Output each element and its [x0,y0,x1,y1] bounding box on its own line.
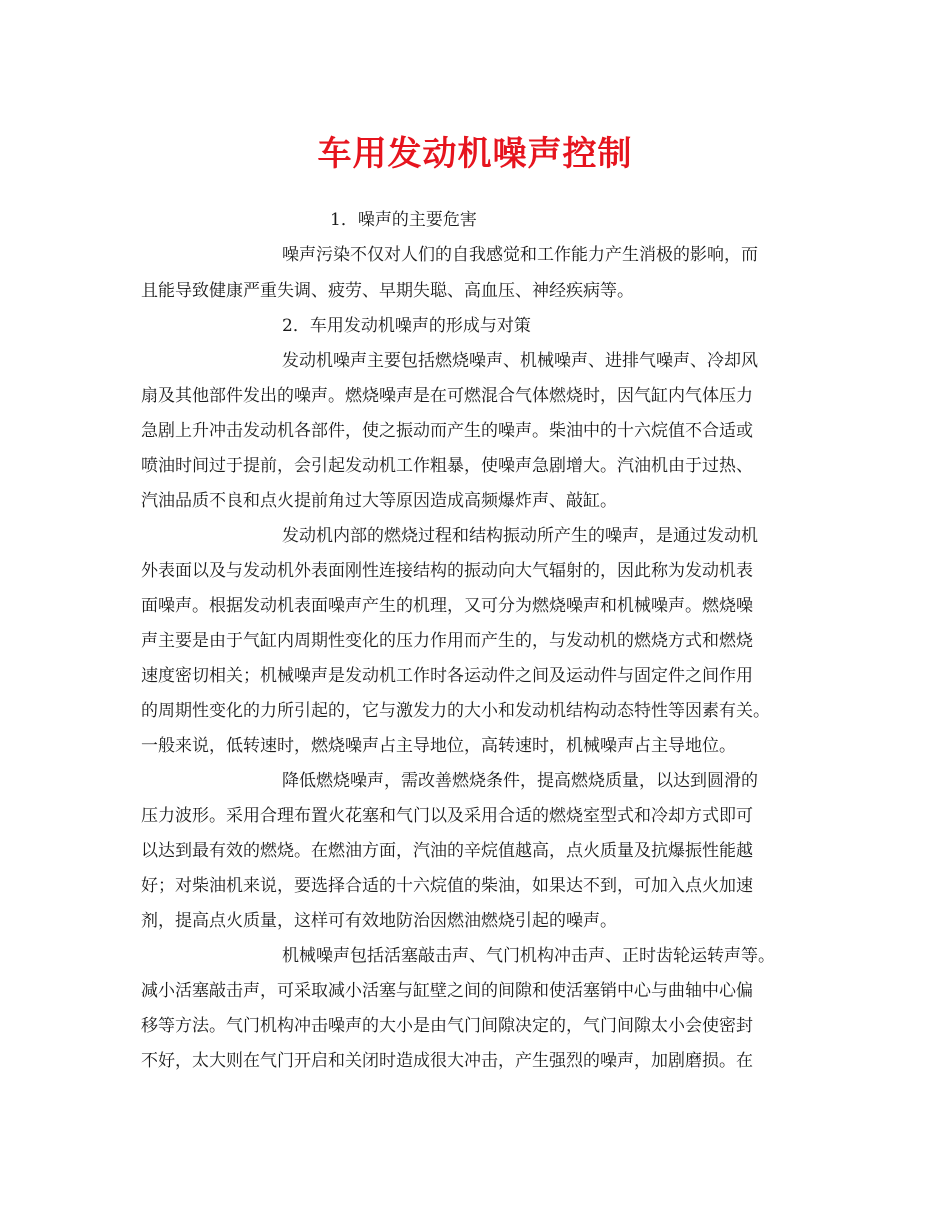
paragraph-line: 不好，太大则在气门开启和关闭时造成很大冲击，产生强烈的噪声，加剧磨损。在 [141,1051,753,1071]
paragraph-line: 剂，提高点火质量，这样可有效地防治因燃油燃烧引起的噪声。 [141,911,617,931]
paragraph-line: 急剧上升冲击发动机各部件，使之振动而产生的噪声。柴油中的十六烷值不合适或 [141,421,753,441]
paragraph-line: 外表面以及与发动机外表面刚性连接结构的振动向大气辐射的，因此称为发动机表 [141,561,753,581]
paragraph-line: 机械噪声包括活塞敲击声、气门机构冲击声、正时齿轮运转声等。 [282,946,775,966]
section-heading-1: 1．噪声的主要危害 [330,210,477,230]
document-title: 车用发动机噪声控制 [317,134,633,174]
paragraph-line: 速度密切相关；机械噪声是发动机工作时各运动件之间及运动件与固定件之间作用 [141,666,753,686]
paragraph-line: 好；对柴油机来说，要选择合适的十六烷值的柴油，如果达不到，可加入点火加速 [141,876,753,896]
section-heading-2: 2．车用发动机噪声的形成与对策 [282,316,531,336]
paragraph-line: 发动机噪声主要包括燃烧噪声、机械噪声、进排气噪声、冷却风 [282,351,758,371]
paragraph-line: 降低燃烧噪声，需改善燃烧条件，提高燃烧质量，以达到圆滑的 [282,771,758,791]
paragraph-line: 移等方法。气门机构冲击噪声的大小是由气门间隙决定的，气门间隙太小会使密封 [141,1016,753,1036]
paragraph-line: 扇及其他部件发出的噪声。燃烧噪声是在可燃混合气体燃烧时，因气缸内气体压力 [141,386,753,406]
paragraph-line: 喷油时间过于提前，会引起发动机工作粗暴，使噪声急剧增大。汽油机由于过热、 [141,456,753,476]
paragraph-line: 压力波形。采用合理布置火花塞和气门以及采用合适的燃烧室型式和冷却方式即可 [141,806,753,826]
paragraph-line: 且能导致健康严重失调、疲劳、早期失聪、高血压、神经疾病等。 [141,281,634,301]
paragraph-line: 减小活塞敲击声，可采取减小活塞与缸壁之间的间隙和使活塞销中心与曲轴中心偏 [141,981,753,1001]
paragraph-line: 声主要是由于气缸内周期性变化的压力作用而产生的，与发动机的燃烧方式和燃烧 [141,631,753,651]
paragraph-line: 发动机内部的燃烧过程和结构振动所产生的噪声，是通过发动机 [282,526,758,546]
paragraph-line: 的周期性变化的力所引起的，它与激发力的大小和发动机结构动态特性等因素有关。 [141,701,770,721]
paragraph-line: 汽油品质不良和点火提前角过大等原因造成高频爆炸声、敲缸。 [141,491,617,511]
paragraph-line: 以达到最有效的燃烧。在燃油方面，汽油的辛烷值越高，点火质量及抗爆振性能越 [141,841,753,861]
paragraph-line: 一般来说，低转速时，燃烧噪声占主导地位，高转速时，机械噪声占主导地位。 [141,736,736,756]
paragraph-line: 面噪声。根据发动机表面噪声产生的机理，又可分为燃烧噪声和机械噪声。燃烧噪 [141,596,753,616]
paragraph-line: 噪声污染不仅对人们的自我感觉和工作能力产生消极的影响，而 [282,245,758,265]
